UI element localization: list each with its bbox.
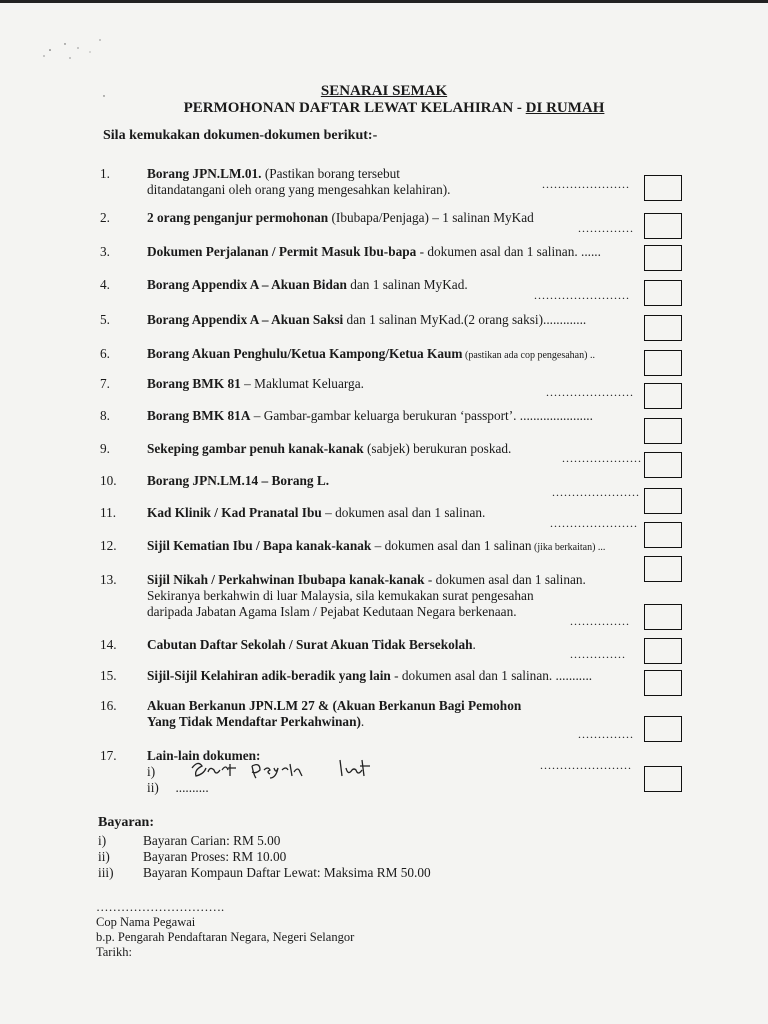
checkbox-7[interactable] [644, 383, 682, 409]
checkbox-1[interactable] [644, 175, 682, 201]
application-title: PERMOHONAN DAFTAR LEWAT KELAHIRAN - DI RUMAH [183, 100, 605, 116]
date-label: Tarikh: [96, 945, 132, 959]
handwritten-note [190, 756, 400, 780]
checkbox-10[interactable] [644, 488, 682, 514]
dots-17: ....................... [540, 758, 632, 772]
checkbox-9[interactable] [644, 452, 682, 478]
checklist-title: SENARAI SEMAK [320, 83, 448, 99]
checkbox-4[interactable] [644, 280, 682, 306]
dots-11: ...................... [550, 516, 638, 530]
checkbox-5[interactable] [644, 315, 682, 341]
dots-16: .............. [578, 727, 634, 741]
checkbox-17[interactable] [644, 766, 682, 792]
dots-14: .............. [570, 647, 626, 661]
checkbox-3[interactable] [644, 245, 682, 271]
dots-1: ...................... [542, 177, 630, 191]
officer-stamp-label: Cop Nama Pegawai [96, 915, 196, 929]
dots-2: .............. [578, 221, 634, 235]
dots-4: ........................ [534, 288, 630, 302]
checkbox-15[interactable] [644, 670, 682, 696]
checkbox-8[interactable] [644, 418, 682, 444]
instruction-text: Sila kemukakan dokumen-dokumen berikut:- [103, 128, 378, 143]
checkbox-11[interactable] [644, 522, 682, 548]
checkbox-14[interactable] [644, 638, 682, 664]
payment-heading: Bayaran: [98, 815, 154, 830]
signature-dots: …………………………. [96, 900, 225, 914]
checkbox-16[interactable] [644, 716, 682, 742]
dots-9: .................... [562, 451, 642, 465]
checkbox-2[interactable] [644, 213, 682, 239]
dots-10: ...................... [552, 485, 640, 499]
checkbox-6[interactable] [644, 350, 682, 376]
officer-department: b.p. Pengarah Pendaftaran Negara, Negeri Selangor [96, 930, 355, 944]
dots-7: ...................... [546, 385, 634, 399]
checkbox-12[interactable] [644, 556, 682, 582]
checkbox-13[interactable] [644, 604, 682, 630]
dots-13: ............... [570, 614, 630, 628]
top-scan-edge [0, 0, 768, 3]
